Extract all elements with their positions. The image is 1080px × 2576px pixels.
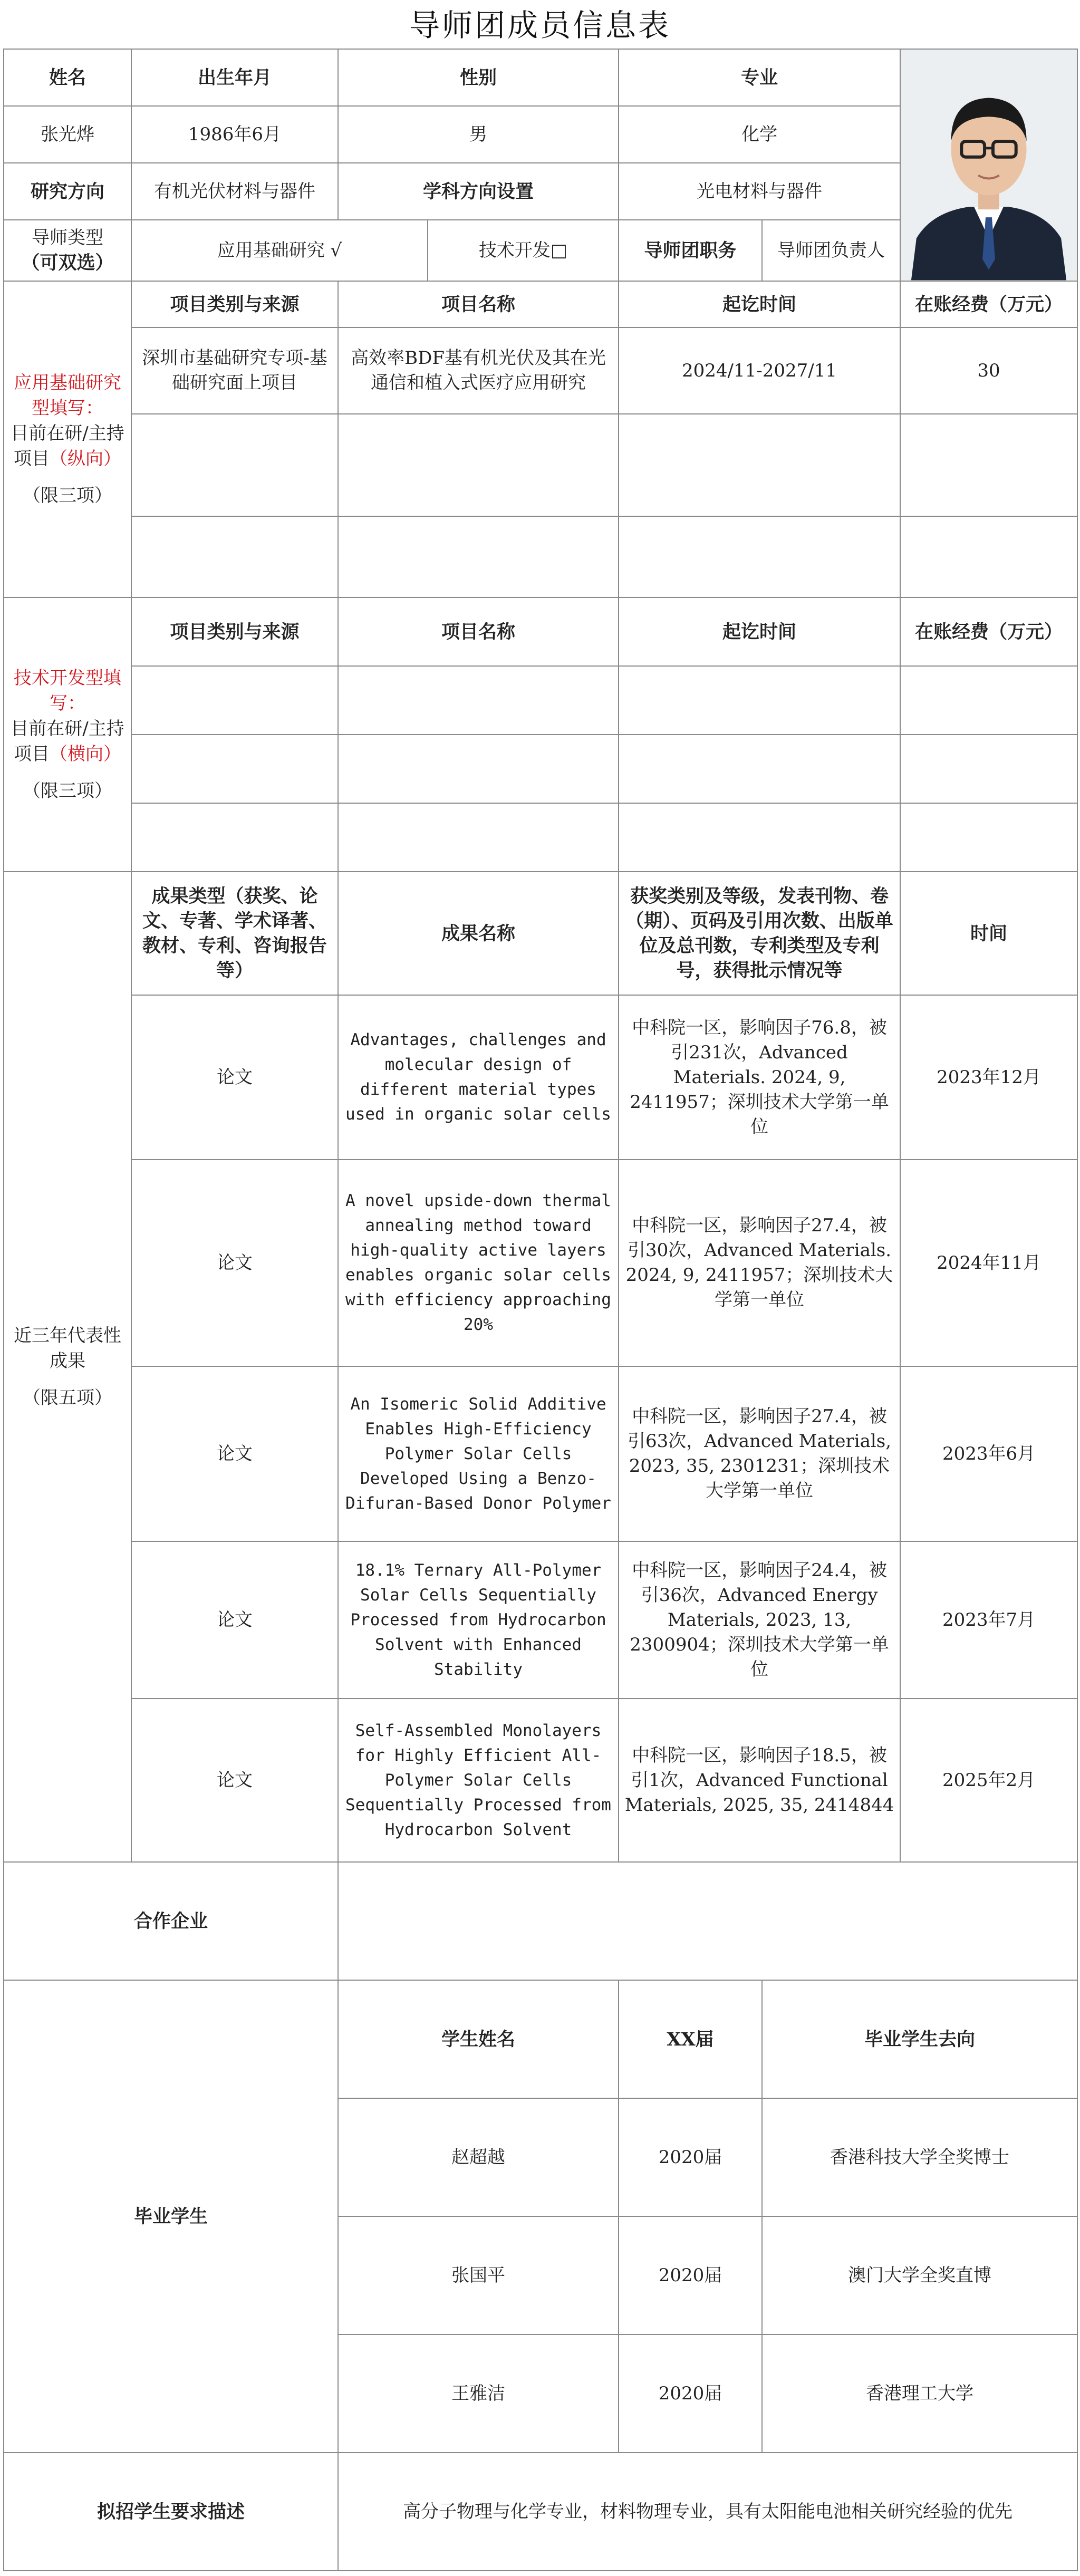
tech-label-black [8,716,127,767]
achievement-title-cell: Self‐Assembled Monolayers for Highly Efficient All‐Polymer Solar Cells Sequentially Processed from Hydrocarbon Solvent [338,1699,619,1862]
basic-header-row [4,49,1077,106]
achievement-title-cell: A novel upside-down thermal annealing method toward high-quality active layers enables organic solar cells with efficiency approaching 20% [338,1160,619,1366]
achievement-type-cell: 论文 [131,1699,338,1862]
achievements-limit: （限五项） [23,1387,112,1408]
major-value: 化学 [619,106,900,163]
achievement-detail-cell: 中科院一区，影响因子24.4，被引36次，Advanced Energy Materials, 2023, 13, 2300904；深圳技术大学第一单位 [619,1541,900,1699]
enterprise-row [4,1862,1077,1980]
tech-label-cell [4,597,131,872]
empty-cell [131,735,338,803]
graduate-name-cell: 张国平 [338,2216,619,2334]
achievement-title-cell: Advantages, challenges and molecular design of different material types used in organic solar cells [338,995,619,1160]
requirements-row [4,2453,1077,2571]
achievement-type-cell: 论文 [131,1366,338,1541]
empty-cell [619,516,900,597]
applied-period-cell: 2024/11-2027/11 [619,327,900,414]
empty-cell [131,666,338,735]
birth-value: 1986年6月 [131,106,338,163]
graduate-destination-cell: 香港科技大学全奖博士 [762,2098,1077,2216]
table-row [4,735,1077,803]
empty-cell [338,666,619,735]
achievement-type-cell: 论文 [131,1541,338,1699]
achievement-col-type: 成果类型（获奖、论文、专著、学术译著、教材、专利、咨询报告等） [131,872,338,995]
table-row [4,1541,1077,1699]
achievement-time-cell: 2023年12月 [900,995,1077,1160]
graduate-destination-cell: 澳门大学全奖直博 [762,2216,1077,2334]
mentor-type-label-cell [4,220,131,281]
achievement-type-cell: 论文 [131,1160,338,1366]
tech-label-type: （横向） [50,744,121,765]
empty-cell [900,666,1077,735]
empty-cell [338,803,619,872]
major-label: 专业 [619,49,900,106]
table-row [4,414,1077,516]
applied-col-funds: 在账经费（万元） [900,281,1077,327]
applied-col-source: 项目类别与来源 [131,281,338,327]
empty-cell [900,735,1077,803]
graduates-label: 毕业学生 [4,1980,338,2453]
requirements-value: 高分子物理与化学专业，材料物理专业，具有太阳能电池相关研究经验的优先 [338,2453,1077,2571]
empty-cell [619,735,900,803]
achievements-label: 近三年代表性成果 [14,1325,121,1372]
role-value: 导师团负责人 [762,220,900,281]
achievement-time-cell: 2023年7月 [900,1541,1077,1699]
achievement-type-cell: 论文 [131,995,338,1160]
graduate-col-destination: 毕业学生去向 [762,1980,1077,2098]
research-value: 有机光伏材料与器件 [131,163,338,220]
empty-cell [131,516,338,597]
empty-cell [900,803,1077,872]
applied-limit: （限三项） [23,485,112,506]
table-row [4,995,1077,1160]
empty-cell [900,516,1077,597]
empty-cell [131,803,338,872]
applied-header-row [4,281,1077,327]
applied-label-black [8,421,127,471]
achievement-detail-cell: 中科院一区，影响因子76.8，被引231次，Advanced Materials. 2024, 9, 2411957；深圳技术大学第一单位 [619,995,900,1160]
discipline-label: 学科方向设置 [338,163,619,220]
achievement-time-cell: 2025年2月 [900,1699,1077,1862]
name-label: 姓名 [4,49,131,106]
empty-cell [338,414,619,516]
tech-col-source: 项目类别与来源 [131,597,338,666]
table-row [4,1160,1077,1366]
empty-cell [131,414,338,516]
applied-name-cell: 高效率BDF基有机光伏及其在光通信和植入式医疗应用研究 [338,327,619,414]
tech-header-row [4,597,1077,666]
applied-funds-cell: 30 [900,327,1077,414]
achievement-col-detail: 获奖类别及等级，发表刊物、卷（期）、页码及引用次数、出版单位及总刊数，专利类型及专利号，获得批示情况等 [619,872,900,995]
portrait-icon [901,50,1077,280]
gender-label: 性别 [338,49,619,106]
discipline-value: 光电材料与器件 [619,163,900,220]
graduate-col-class: XX届 [619,1980,762,2098]
table-row [4,1699,1077,1862]
page-title: 导师团成员信息表 [409,7,671,43]
empty-cell [619,803,900,872]
empty-cell [338,735,619,803]
info-table [3,49,1078,2571]
achievement-detail-cell: 中科院一区，影响因子27.4，被引30次，Advanced Materials. 2024, 9, 2411957；深圳技术大学第一单位 [619,1160,900,1366]
achievement-time-cell: 2023年6月 [900,1366,1077,1541]
applied-label-text: 目前在研/主持项目 [11,423,124,469]
mentor-type-tech: 技术开发□ [428,220,619,281]
achievements-label-cell [4,872,131,1862]
table-row [4,803,1077,872]
enterprise-value [338,1862,1077,1980]
empty-cell [338,516,619,597]
graduates-header-row [4,1980,1077,2098]
table-row [4,516,1077,597]
tech-col-funds: 在账经费（万元） [900,597,1077,666]
tech-col-period: 起讫时间 [619,597,900,666]
achievement-col-name: 成果名称 [338,872,619,995]
graduate-class-cell: 2020届 [619,2098,762,2216]
applied-label-cell [4,281,131,597]
empty-cell [900,414,1077,516]
enterprise-label: 合作企业 [4,1862,338,1980]
graduate-name-cell: 王雅洁 [338,2334,619,2453]
empty-cell [619,414,900,516]
applied-label-red: 应用基础研究型填写： [14,372,121,419]
achievement-title-cell: 18.1% Ternary All-Polymer Solar Cells Sequentially Processed from Hydrocarbon Solvent with Enhanced Stability [338,1541,619,1699]
tech-col-name: 项目名称 [338,597,619,666]
mentor-type-label: 导师类型 [32,227,103,248]
empty-cell [619,666,900,735]
graduate-destination-cell: 香港理工大学 [762,2334,1077,2453]
achievement-time-cell: 2024年11月 [900,1160,1077,1366]
birth-label: 出生年月 [131,49,338,106]
name-value: 张光烨 [4,106,131,163]
applied-source-cell: 深圳市基础研究专项-基础研究面上项目 [131,327,338,414]
achievement-title-cell: An Isomeric Solid Additive Enables High-Efficiency Polymer Solar Cells Developed Using a Benzo-Difuran-Based Donor Polymer [338,1366,619,1541]
tech-label-text: 目前在研/主持项目 [11,718,124,765]
mentor-type-applied: 应用基础研究 √ [131,220,428,281]
role-label: 导师团职务 [619,220,762,281]
graduate-class-cell: 2020届 [619,2216,762,2334]
applied-label-type: （纵向） [50,448,121,469]
table-row [4,666,1077,735]
applied-col-period: 起讫时间 [619,281,900,327]
achievements-header-row [4,872,1077,995]
tech-label-red: 技术开发型填写： [14,668,121,714]
requirements-label: 拟招学生要求描述 [4,2453,338,2571]
table-row [4,327,1077,414]
portrait-photo [900,49,1077,281]
graduate-name-cell: 赵超越 [338,2098,619,2216]
graduate-class-cell: 2020届 [619,2334,762,2453]
achievement-col-time: 时间 [900,872,1077,995]
table-row [4,1366,1077,1541]
graduate-col-name: 学生姓名 [338,1980,619,2098]
achievement-detail-cell: 中科院一区，影响因子27.4，被引63次，Advanced Materials, 2023, 35, 2301231；深圳技术大学第一单位 [619,1366,900,1541]
tech-limit: （限三项） [23,780,112,802]
achievement-detail-cell: 中科院一区，影响因子18.5，被引1次，Advanced Functional Materials, 2025, 35, 2414844 [619,1699,900,1862]
applied-col-name: 项目名称 [338,281,619,327]
mentor-type-note: （可双选） [21,252,114,274]
gender-value: 男 [338,106,619,163]
research-label: 研究方向 [4,163,131,220]
